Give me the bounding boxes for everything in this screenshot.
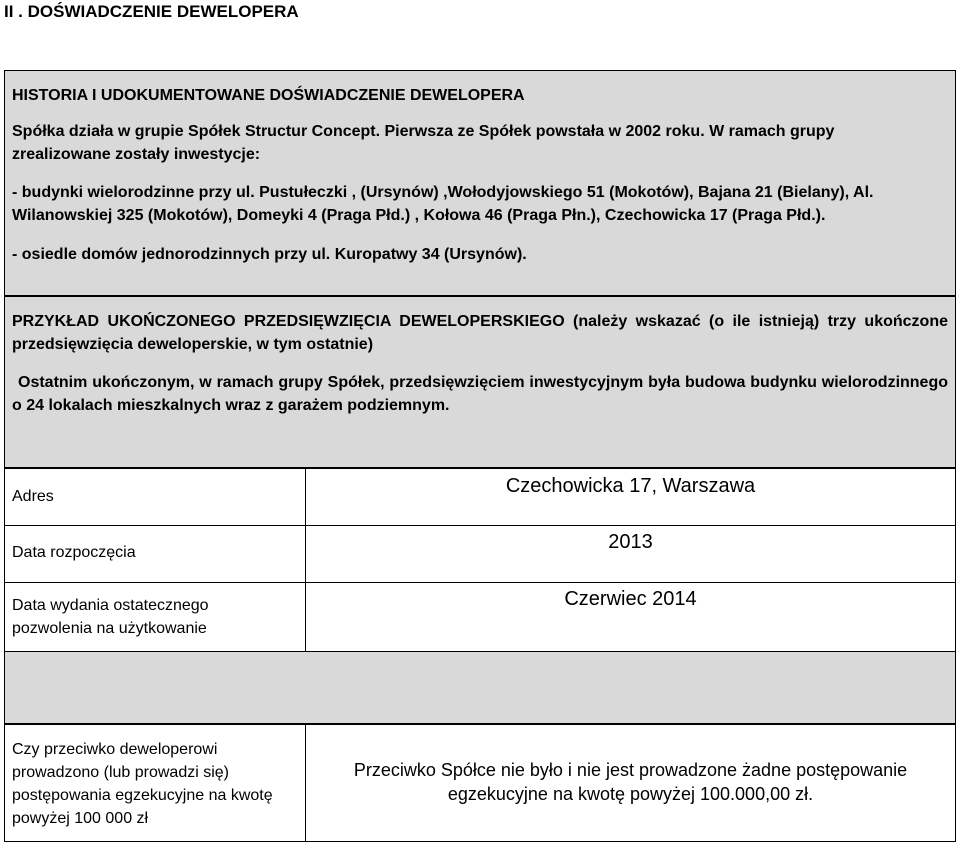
example-description: Ostatnim ukończonym, w ramach grupy Spółek, przedsięwzięciem inwestycyjnym była budowa budynku wielorodzinnego o 24 lokalach mieszkalnych wraz z garażem podziemnym. [12,374,948,414]
enforcement-question: Czy przeciwko deweloperowi prowadzono (lub prowadzi się) postępowania egzekucyjne na kwotę powyżej 100 000 zł [12,741,273,827]
permit-value: Czerwiec 2014 [564,588,697,610]
spacer-box [4,652,956,724]
section-title: II . DOŚWIADCZENIE DEWELOPERA [4,2,299,21]
enforcement-answer: Przeciwko Spółce nie było i nie jest prowadzone żadne postępowanie egzekucyjne na kwotę powyżej 100.000,00 zł. [353,760,908,804]
history-heading: HISTORIA I UDOKUMENTOWANE DOŚWIADCZENIE DEWELOPERA [12,87,525,104]
start-label: Data rozpoczęcia [12,544,136,561]
permit-label: Data wydania ostatecznego pozwolenia na użytkowanie [12,597,209,637]
example-heading: PRZYKŁAD UKOŃCZONEGO PRZEDSIĘWZIĘCIA DEWELOPERSKIEGO (należy wskazać (o ile istnieją) trzy ukończone przedsięwzięcia deweloperskie, w tym ostatnie) [12,313,948,353]
history-buildings-list: - budynki wielorodzinne przy ul. Pustułeczki , (Ursynów) ,Wołodyjowskiego 51 (Mokotów), Bajana 21 (Bielany), Al. Wilanowskiej 325 (Mokotów), Domeyki 4 (Praga Płd.) , Kołowa 46 (Praga Płn.), Czechowicka 17 (Praga Płd.). [12,184,874,224]
history-houses-list: - osiedle domów jednorodzinnych przy ul. Kuropatwy 34 (Ursynów). [12,246,527,263]
address-value: Czechowicka 17, Warszawa [505,475,756,497]
history-intro: Spółka działa w grupie Spółek Structur Concept. Pierwsza ze Spółek powstała w 2002 roku. W ramach grupy zrealizowane zostały inwestycje: [12,123,835,163]
address-label: Adres [12,488,54,505]
start-value: 2013 [608,531,653,553]
